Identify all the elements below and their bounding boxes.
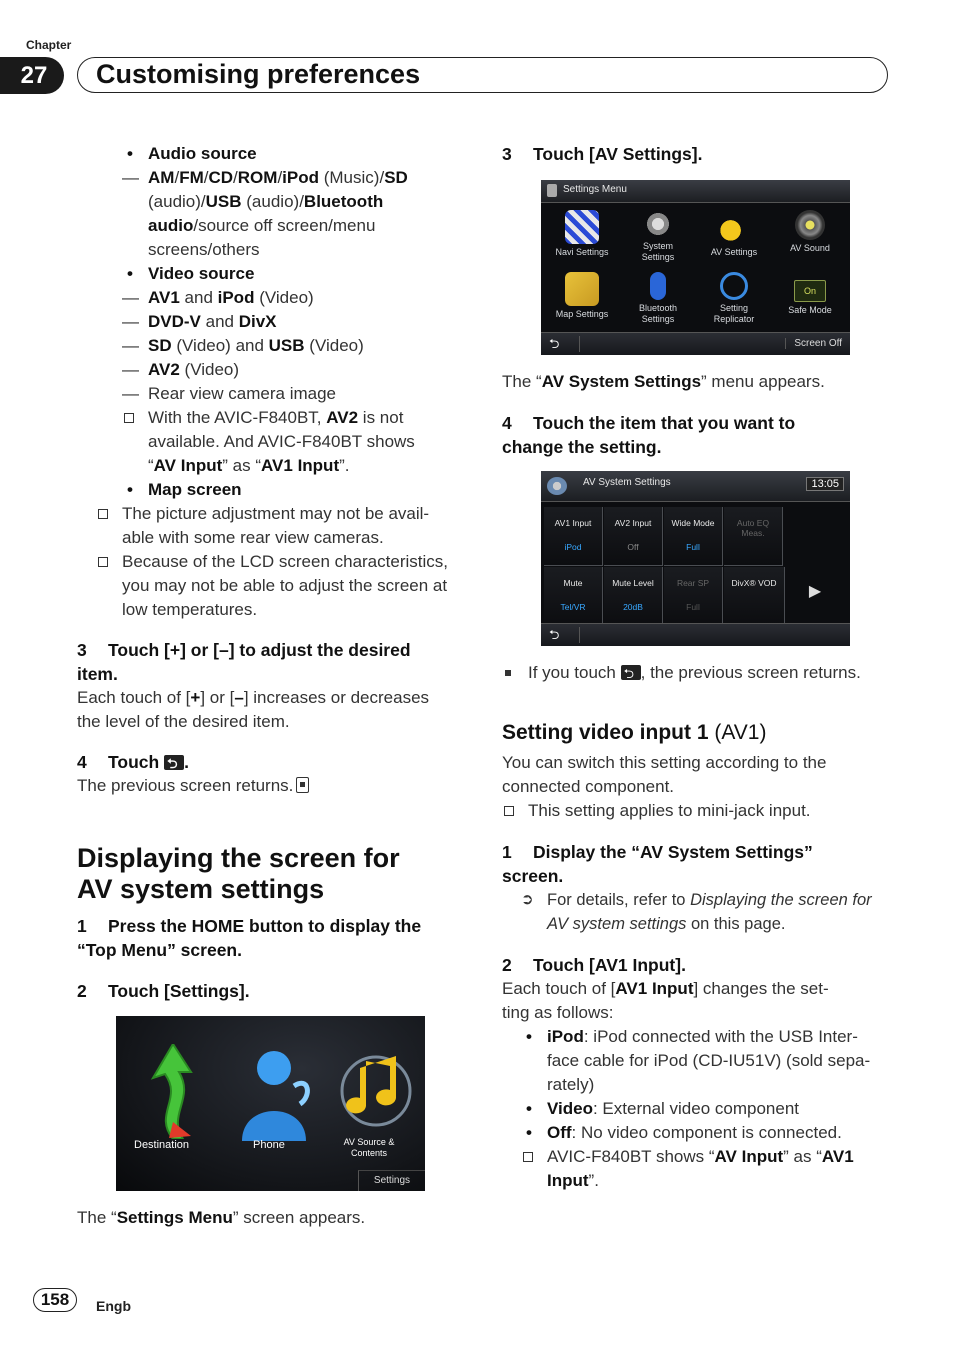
and-text: and (179, 288, 218, 307)
step-text: “Top Menu” screen. (77, 940, 242, 960)
clock: 13:05 (806, 477, 844, 491)
tile-label: AV Sound (790, 243, 830, 253)
option-text: : iPod connected with the USB Inter- (583, 1027, 858, 1046)
cell-title: Auto EQ (736, 518, 770, 528)
map-icon (565, 272, 599, 306)
body-text: ting as follows: (502, 1003, 614, 1022)
phone-icon (234, 1046, 314, 1141)
option-text: face cable for iPod (CD-IU51V) (sold sepa- (547, 1051, 871, 1070)
top-menu-screenshot (116, 1016, 425, 1191)
tile-label: Setting (719, 303, 749, 313)
settings-button[interactable]: Settings (358, 1170, 425, 1191)
caption-bold: AV System Settings (541, 372, 702, 391)
step-3-heading (77, 638, 467, 662)
step-number: 1 (502, 842, 512, 862)
option-text: rately) (547, 1075, 595, 1094)
audio-source-block: • Audio source — AM/FM/CD/ROM/iPod (Music)/SD (audio)/USB (audio)/Bluetooth audio/source off screen/menu screens/others • Video source — AV1 and iPod (Video) — DVD-V and DivX — SD (Video) and USB (Video) — AV2 (Video) — Rear view camera image With the AVIC-F840BT, AV2 is not available. And AVIC-F840BT shows “AV Input” as “AV1 Input”. • Map screen (77, 142, 467, 502)
step-text: screen. (502, 866, 564, 886)
bluetooth-settings-tile[interactable] (623, 272, 693, 325)
cell-title: AV1 Input (554, 518, 592, 528)
screens-others-text: screens/others (148, 240, 260, 259)
step-4-heading (77, 750, 467, 774)
section-title-line: Displaying the screen for (77, 843, 400, 873)
note-bold: AV1 (821, 1147, 854, 1166)
note-bold: Input (547, 1171, 589, 1190)
divx-vod-cell[interactable] (724, 567, 785, 626)
back-button[interactable]: ⮌ (549, 627, 580, 643)
speaker-icon (795, 210, 825, 240)
sub-section-title (502, 720, 897, 746)
step-number: 4 (77, 752, 87, 772)
cell-title: Mute (563, 578, 583, 588)
tile-label: Replicator (713, 314, 755, 324)
step-number: 2 (77, 981, 87, 1001)
body-text: ] increases or decreases (243, 688, 430, 707)
flag-icon (565, 210, 599, 244)
navi-settings-tile[interactable] (547, 210, 617, 258)
body-text: You can switch this setting according to the (502, 753, 827, 772)
av2-text: AV2 (148, 360, 180, 379)
step-text: change the setting. (502, 437, 662, 457)
audio-text: (audio)/ (241, 192, 304, 211)
music-note-icon (336, 1046, 416, 1136)
note-text: low temperatures. (122, 600, 258, 619)
right-step-3 (502, 142, 892, 166)
body-text: the level of the desired item. (77, 712, 290, 731)
cell-value: Off (627, 542, 639, 552)
option-name: iPod (547, 1027, 584, 1046)
cell-value: iPod (564, 542, 582, 552)
step-number: 2 (502, 955, 512, 975)
note-text: is not (358, 408, 404, 427)
step-text: Touch (108, 752, 160, 772)
chapter-label: Chapter (26, 38, 72, 52)
av1-input-cell[interactable] (544, 507, 603, 566)
step-number: 3 (502, 144, 512, 164)
left-steps (77, 914, 467, 1003)
video-text: (Video) and (171, 336, 269, 355)
sub-title-paren: (AV1) (714, 721, 767, 744)
music-note-icon (717, 210, 751, 244)
screen-footer (541, 332, 850, 355)
and-text: and (200, 312, 239, 331)
cd-text: CD (208, 168, 234, 187)
video-source-label: Video source (148, 264, 255, 283)
back-icon (621, 665, 641, 680)
step-text: Touch the item that you want to (533, 413, 796, 433)
phone-label: Phone (253, 1139, 285, 1151)
step-text: Display the “AV System Settings” (533, 842, 813, 862)
notes-block (77, 502, 467, 622)
av2-input-cell[interactable] (604, 507, 663, 566)
fm-text: FM (179, 168, 204, 187)
option-text: : No video component is connected. (571, 1123, 842, 1142)
tile-label: Bluetooth (638, 303, 678, 313)
page-number: 158 (33, 1288, 77, 1312)
note-text: ”. (588, 1171, 599, 1190)
note-bold: AV Input (714, 1147, 784, 1166)
dvd-text: DVD-V (148, 312, 201, 331)
mute-level-cell[interactable] (604, 567, 663, 626)
option-text: : External video component (592, 1099, 799, 1118)
rear-sp-cell (664, 567, 723, 626)
usb-text: USB (268, 336, 305, 355)
step-number: 1 (77, 916, 87, 936)
note-text: With the AVIC-F840BT, (148, 408, 327, 427)
left-column (77, 142, 467, 798)
gear-icon (547, 477, 567, 495)
destination-label: Destination (134, 1139, 190, 1151)
sub-title-main: Setting video input 1 (502, 721, 715, 744)
step-number: 4 (502, 413, 512, 433)
auto-eq-cell (724, 507, 783, 566)
on-badge: On (794, 280, 826, 302)
gear-icon (644, 210, 672, 238)
caption-text: ” menu appears. (701, 372, 825, 391)
caption-text: ” screen appears. (232, 1208, 366, 1227)
bluetooth-text: Bluetooth (303, 192, 384, 211)
ref-text: on this page. (686, 915, 786, 933)
av-source-line: Contents (350, 1148, 388, 1158)
ref-text: For details, refer to (547, 891, 691, 909)
av1-input-text: AV1 Input (261, 456, 340, 475)
wide-mode-cell[interactable] (664, 507, 723, 566)
note-text: AVIC-F840BT shows “ (547, 1147, 715, 1166)
plus-text: + (190, 688, 201, 707)
audio-source-label: Audio source (148, 144, 257, 163)
note-text: ”. (339, 456, 350, 475)
note-text: The picture adjustment may not be avail- (96, 502, 467, 526)
note-text: ” as “ (783, 1147, 822, 1166)
rom-text: ROM (237, 168, 278, 187)
section-title-line: AV system settings (77, 874, 325, 904)
back-icon (164, 755, 184, 770)
cell-title: DivX® VOD (731, 578, 777, 588)
caption-bold: Settings Menu (116, 1208, 233, 1227)
ipod-text: iPod (217, 288, 255, 307)
tile-label: AV Settings (710, 247, 758, 257)
chapter-number: 27 (0, 57, 64, 94)
mute-cell[interactable] (544, 567, 603, 626)
source-off-text: /source off screen/menu (193, 216, 376, 235)
step-text: Touch [AV1 Input]. (533, 955, 686, 975)
av-sound-tile[interactable] (775, 210, 845, 254)
sd-text: SD (384, 168, 408, 187)
ref-link[interactable]: AV system settings (547, 915, 687, 933)
bluetooth-icon (650, 272, 666, 300)
cell-value: Meas. (741, 528, 765, 538)
cell-title: Rear SP (676, 578, 710, 588)
usb-text: USB (205, 192, 242, 211)
step-text: Touch [+] or [–] to adjust the desired (108, 640, 411, 660)
language-code: Engb (96, 1298, 131, 1314)
note-text: ” as “ (222, 456, 262, 475)
av-source-label (334, 1137, 404, 1159)
cell-title: Mute Level (612, 578, 654, 588)
screen-off-button[interactable]: Screen Off (785, 338, 842, 349)
video-text: (Video) (304, 336, 364, 355)
av-input-text: AV Input (153, 456, 223, 475)
screen-title: AV System Settings (583, 477, 671, 488)
left-caption (77, 1206, 467, 1230)
body-text: connected component. (502, 777, 675, 796)
tile-label: Navi Settings (555, 247, 609, 257)
back-button[interactable]: ⮌ (549, 336, 580, 352)
note-text: available. And AVIC-F840BT shows (148, 432, 415, 451)
section-title (77, 843, 467, 905)
body-text: ] changes the set- (693, 979, 829, 998)
end-mark-icon (296, 777, 309, 793)
step-number: 3 (77, 640, 87, 660)
screen-footer (541, 623, 850, 646)
screen-header (541, 471, 850, 502)
map-settings-tile[interactable] (547, 272, 617, 320)
cell-title: Wide Mode (671, 518, 715, 528)
av2-text: AV2 (326, 408, 359, 427)
note-text: , the previous screen returns. (640, 663, 861, 682)
note-text: able with some rear view cameras. (122, 528, 384, 547)
settings-icon (547, 184, 557, 197)
step-text: Touch [AV Settings]. (533, 144, 703, 164)
tile-label: Safe Mode (788, 305, 832, 315)
audio-text: (audio)/ (148, 192, 206, 211)
tile-label: Map Settings (555, 309, 609, 319)
body-text: Each touch of [ (77, 688, 191, 707)
caption-text: The “ (77, 1208, 117, 1227)
note-text: “ (148, 456, 154, 475)
body-text: The previous screen returns. (77, 776, 294, 795)
body-bold: AV1 Input (615, 979, 694, 998)
cell-value: Full (686, 542, 700, 552)
video-text: (Video) (179, 360, 240, 379)
av1-text: AV1 (148, 288, 180, 307)
am-text: AM (148, 168, 175, 187)
map-screen-label: Map screen (148, 480, 242, 499)
option-name: Off (547, 1123, 572, 1142)
caption-text: The “ (502, 372, 542, 391)
minus-text: – (234, 688, 244, 707)
av-source-line: AV Source & (343, 1137, 395, 1147)
tile-label: Settings (641, 252, 675, 262)
option-name: Video (547, 1099, 593, 1118)
cell-value: Full (686, 602, 700, 612)
av-system-settings-screenshot (541, 471, 850, 646)
cell-value: Tel/VR (560, 602, 586, 612)
destination-icon (143, 1044, 203, 1139)
step-text: item. (77, 664, 118, 684)
audio-text: audio (148, 216, 194, 235)
cell-title: AV2 Input (614, 518, 652, 528)
tile-label: Settings (641, 314, 675, 324)
step-text: Press the HOME button to display the (108, 916, 422, 936)
page-title: Customising preferences (77, 57, 888, 93)
body-text: ] or [ (200, 688, 235, 707)
system-settings-tile[interactable] (623, 210, 693, 263)
right-middle (502, 370, 892, 459)
screen-header (541, 180, 850, 203)
right-lower (502, 661, 897, 1193)
replicator-icon (720, 272, 748, 300)
step-text: . (184, 752, 189, 772)
ipod-text: iPod (282, 168, 320, 187)
note-text: If you touch (528, 663, 621, 682)
setting-replicator-tile[interactable] (699, 272, 769, 325)
divx-text: DivX (238, 312, 277, 331)
note-text: This setting applies to mini-jack input. (502, 799, 897, 823)
video-text: (Video) (254, 288, 314, 307)
safe-mode-tile[interactable] (775, 272, 845, 316)
music-text: (Music)/ (319, 168, 385, 187)
screen-title: Settings Menu (563, 184, 627, 195)
note-text: Because of the LCD screen characteristics, (96, 550, 467, 574)
note-text: you may not be able to adjust the screen at (122, 576, 448, 595)
cell-value: 20dB (623, 602, 643, 612)
tile-label: System (642, 241, 673, 251)
step-text: Touch [Settings]. (108, 981, 250, 1001)
settings-menu-screenshot (541, 180, 850, 355)
av-settings-tile[interactable] (699, 210, 769, 258)
ref-link[interactable]: Displaying the screen for (690, 891, 872, 909)
rear-camera-text: — Rear view camera image (122, 382, 467, 406)
sd-text: SD (148, 336, 172, 355)
next-page-button[interactable]: ▶ (786, 567, 844, 626)
body-text: Each touch of [ (502, 979, 616, 998)
